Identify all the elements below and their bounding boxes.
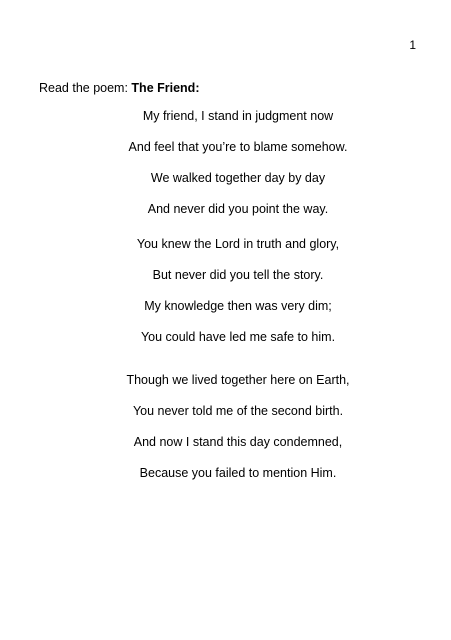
page-number: 1 (409, 38, 416, 52)
poem-title: The Friend: (131, 81, 200, 95)
poem-line: You never told me of the second birth. (132, 404, 344, 418)
poem-line: And feel that you’re to blame somehow. (128, 140, 348, 154)
poem-line: My friend, I stand in judgment now (142, 109, 334, 123)
poem-line: But never did you tell the story. (152, 268, 324, 282)
intro-line (39, 81, 199, 96)
stanza-3 (0, 373, 451, 497)
poem-line: Though we lived together here on Earth, (126, 373, 350, 387)
stanza-2 (0, 237, 451, 361)
poem-line: And now I stand this day condemned, (133, 435, 343, 449)
intro-prefix: Read the poem: (39, 81, 132, 95)
poem-line: You knew the Lord in truth and glory, (136, 237, 340, 251)
poem-line: Because you failed to mention Him. (139, 466, 337, 480)
poem-line: You could have led me safe to him. (140, 330, 336, 344)
stanza-1 (0, 109, 451, 233)
poem-line: And never did you point the way. (147, 202, 329, 216)
poem-line: We walked together day by day (150, 171, 326, 185)
poem-line: My knowledge then was very dim; (144, 299, 332, 313)
